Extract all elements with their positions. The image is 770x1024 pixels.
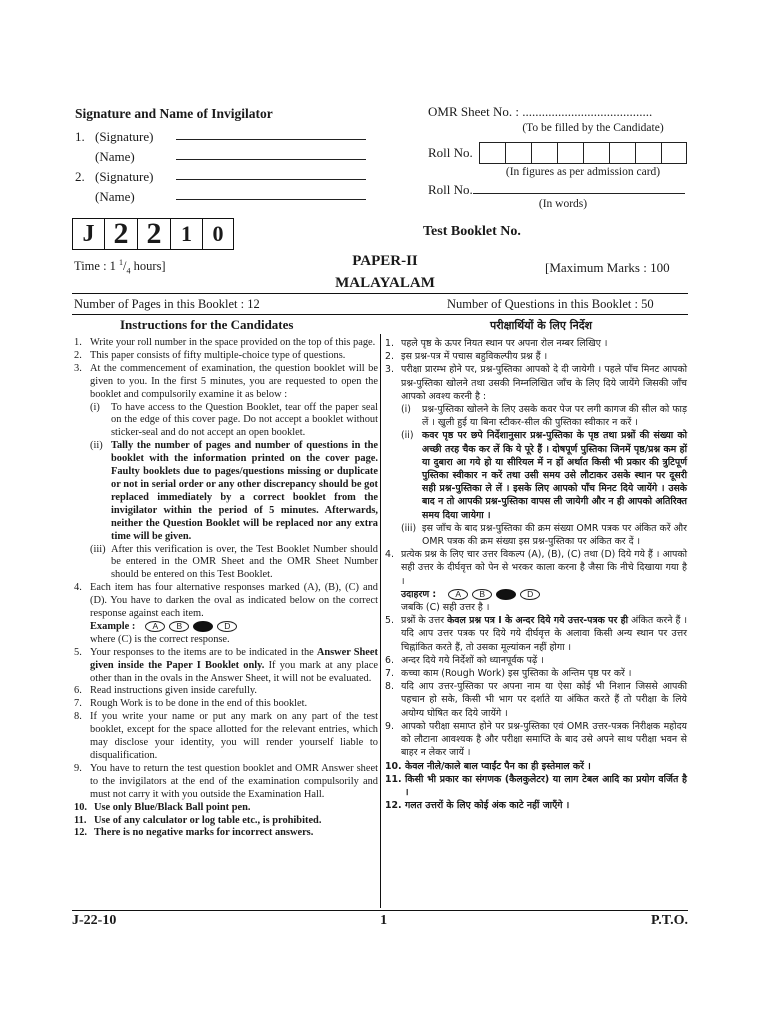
time-label: Time : 1 $^1/_4$ hours] (74, 258, 166, 276)
signature-line-1: 1. (Signature) (75, 127, 395, 147)
invigilator-title: Signature and Name of Invigilator (75, 106, 273, 121)
list-item: 9. You have to return the test question booklet and OMR Answer sheet to the invigilators at the end of the examination compulsorily and must not carry it with you outside the Examination Hall. (74, 762, 378, 800)
omr-sheet-label: OMR Sheet No. : (428, 104, 523, 119)
list-item: 11. किसी भी प्रकार का संगणक (कैलकुलेटर) या लाग टेबल आदि का प्रयोग वर्जित है । (385, 773, 687, 798)
list-item: 10. Use only Blue/Black Ball point pen. (74, 801, 251, 813)
instructions-en-title: Instructions for the Candidates (120, 317, 294, 332)
example-note: where (C) is the correct response. (90, 633, 230, 645)
list-item: 4. Each item has four alternative responses marked (A), (B), (C) and (D). You have to darken the oval as indicated below on the correct response against each item. (74, 582, 378, 620)
list-item: 5. प्रश्नों के उत्तर केवल प्रश्न पत्र I के अन्दर दिये गये उत्तर-पत्रक पर ही अंकित करने हैं । यदि आप उत्तर पत्रक पर दिये गये दीर्घवृत्त के अलावा किसी अन्य स्थान पर उत्तर चिह्नांकित करते हैं, तो उसका मूल्यांकन नहीं होगा । (385, 615, 687, 653)
oval-b: B (169, 621, 189, 632)
list-item: 2. This paper consists of fifty multiple-choice type of questions. (74, 349, 346, 361)
pto-label: P.T.O. (651, 913, 688, 928)
paper-name: PAPER-II (352, 253, 418, 269)
roll-no-label: Roll No. (428, 145, 473, 160)
sub-item: (ii) Tally the number of pages and number of questions in the booklet with the information printed on the cover page. Faulty booklets due to pages/questions missing or duplicate or not in serial order or any other discrepancy should be got replaced immediately by a correct booklet from the invigilator within the period of 5 minutes. Afterwards, neither the Question Booklet will be replaced nor any extra time will be given. (90, 440, 378, 542)
oval-a: A (448, 589, 468, 600)
invigilator-block (75, 104, 395, 207)
roll-no-words-label: Roll No. (428, 182, 473, 197)
roll-number-boxes[interactable] (479, 142, 687, 164)
list-item: 5. Your responses to the items are to be indicated in the Answer Sheet given inside the Paper I Booklet only. If you mark at any place other than in the ovals in the Answer Sheet, it will not be evaluated. (74, 646, 378, 684)
list-item: 4. प्रत्येक प्रश्न के लिए चार उत्तर विकल्प (A), (B), (C) तथा (D) दिये गये हैं । आपको सही उत्तर के दीर्घवृत्त को पेन से भरकर काला करना है जैसा कि नीचे दिखाया गया है । (385, 549, 687, 587)
list-item: 12. गलत उत्तरों के लिए कोई अंक काटे नहीं जाएँगे । (385, 800, 570, 812)
footer-code: J-22-10 (72, 913, 117, 928)
code-cell: 0 (202, 218, 234, 250)
instructions-hi-title: परीक्षार्थियों के लिए निर्देश (490, 319, 593, 332)
oval-d: D (217, 621, 237, 632)
list-item: 9. आपको परीक्षा समाप्त होने पर प्रश्न-पुस्तिका एवं OMR उत्तर-पत्रक निरीक्षक महोदय को लौटाना आवश्यक है और परीक्षा समाप्ति के बाद उसे अपने साथ परीक्षा भवन से बाहर न लेकर जायें । (385, 720, 687, 759)
oval-c-filled (193, 621, 213, 632)
name-line-2: (Name) (75, 187, 395, 207)
list-item: 1. पहले पृष्ठ के ऊपर नियत स्थान पर अपना रोल नम्बर लिखिए । (385, 338, 608, 349)
paper-title-block (330, 250, 440, 294)
oval-b: B (472, 589, 492, 600)
code-cell: 1 (170, 218, 202, 250)
code-cell: 2 (137, 218, 170, 250)
list-item: 7. Rough Work is to be done in the end of this booklet. (74, 698, 308, 710)
example-row: Example : A B D (90, 621, 378, 634)
oval-d: D (520, 589, 540, 600)
list-item: 6. Read instructions given inside carefully. (74, 685, 257, 697)
questions-info: Number of Questions in this Booklet : 50 (447, 297, 654, 311)
sub-item: (iii) After this verification is over, the Test Booklet Number should be entered in the OMR Sheet and the OMR Sheet Number should be entered on this Test Booklet. (90, 543, 378, 581)
list-item: 2. इस प्रश्न-पत्र में पचास बहुविकल्पीय प्रश्न हैं । (385, 351, 548, 363)
signature-line-2: 2. (Signature) (75, 167, 395, 187)
instructions-en (74, 337, 378, 840)
list-item: 8. यदि आप उत्तर-पुस्तिका पर अपना नाम या ऐसा कोई भी निशान जिससे आपकी पहचान हो सके, किसी भी भाग पर दर्शाते या अंकित करते हैं तो परीक्षा के लिये अयोग्य घोषित कर दिये जायेंगे । (385, 681, 687, 719)
sub-item: (ii) कवर पृष्ठ पर छपे निर्देशानुसार प्रश्न-पुस्तिका के पृष्ठ तथा प्रश्नों की संख्या को अच्छी तरह चैक कर लें कि ये पूरे हैं । दोषपूर्ण पुस्तिका जिनमें पृष्ठ/प्रश्न कम हों या दुबारा आ गये हो या सीरियल में न हों अर्थात किसी भी प्रकार की त्रुटिपूर्ण पुस्तिका स्वीकार न करें तथा उसी समय उसे लौटाकर उसके स्थान पर दूसरी सही प्रश्न-पुस्तिका ले लें । इसके लिए आपको पाँच मिनट दिये जायेंगे । उसके बाद न तो आपकी प्रश्न-पुस्तिका वापस ली जायेगी और न ही आपको अतिरिक्त समय दिया जायेगा । (401, 430, 687, 521)
list-item: 11. Use of any calculator or log table etc., is prohibited. (74, 814, 322, 826)
example-row-hi: उदाहरण : A B D (401, 588, 687, 601)
oval-c-filled (496, 589, 516, 600)
paper-code-boxes (72, 218, 234, 250)
list-item: 8. If you write your name or put any mark on any part of the test booklet, except for the space allotted for the relevant entries, which may disclose your identity, you will render yourself liable to disqualification. (74, 711, 378, 761)
pages-info: Number of Pages in this Booklet : 12 (74, 297, 260, 311)
list-item: 12. There is no negative marks for incorrect answers. (74, 827, 314, 839)
max-marks: [Maximum Marks : 100 (545, 260, 670, 275)
sub-item: (i) To have access to the Question Booklet, tear off the paper seal on the edge of this cover page. Do not accept a booklet without sticker-seal and do not accept an open booklet. (90, 401, 378, 439)
test-booklet-no-label: Test Booklet No. (423, 224, 521, 239)
code-cell: J (72, 218, 104, 250)
omr-roll-block (428, 104, 698, 212)
figures-note: (In figures as per admission card) (505, 166, 661, 178)
sub-item: (iii) इस जाँच के बाद प्रश्न-पुस्तिका की क्रम संख्या OMR पत्रक पर अंकित करें और OMR पत्रक की क्रम संख्या इस प्रश्न-पुस्तिका पर अंकित कर दें । (401, 522, 687, 548)
sub-item: (i) प्रश्न-पुस्तिका खोलने के लिए उसके कवर पेज पर लगी कागज की सील को फाड़ लें । खुली हुई या बिना स्टीकर-सील की पुस्तिका स्वीकार न करें । (401, 404, 687, 429)
words-note: (In words) (538, 198, 588, 210)
page-footer (72, 910, 688, 929)
roll-no-words-field[interactable] (473, 182, 685, 194)
name-line-1: (Name) (75, 147, 395, 167)
list-item: 3. At the commencement of examination, the question booklet will be given to you. In the first 5 minutes, you are requested to open the booklet and compulsorily examine it as below : (74, 362, 378, 400)
paper-subject: MALAYALAM (335, 275, 435, 291)
instructions-hi (385, 337, 687, 812)
list-item: 6. अन्दर दिये गये निर्देशों को ध्यानपूर्वक पढ़ें । (385, 654, 544, 666)
omr-note: (To be filled by the Candidate) (522, 122, 664, 134)
omr-sheet-dots: ........................................ (522, 104, 653, 119)
page-number: 1 (380, 913, 388, 928)
divider (72, 314, 688, 315)
list-item: 10. केवल नीले/काले बाल प्वाईंट पैन का ही इस्तेमाल करें । (385, 760, 591, 772)
code-cell: 2 (104, 218, 137, 250)
list-item: 7. कच्चा काम (Rough Work) इस पुस्तिका के अन्तिम पृष्ठ पर करें । (385, 668, 632, 680)
list-item: 1. Write your roll number in the space provided on the top of this page. (74, 337, 376, 348)
example-note-hi: जबकि (C) सही उत्तर है । (401, 602, 490, 614)
list-item: 3. परीक्षा प्रारम्भ होने पर, प्रश्न-पुस्तिका आपको दे दी जायेगी । पहले पाँच मिनट आपको प्रश्न-पुस्तिका खोलने तथा उसकी निम्नलिखित जाँच के लिए दिये जायेंगे जिसकी जाँच आपको अवश्य करनी है : (385, 364, 687, 402)
oval-a: A (145, 621, 165, 632)
divider (72, 293, 688, 294)
column-divider (380, 334, 381, 908)
